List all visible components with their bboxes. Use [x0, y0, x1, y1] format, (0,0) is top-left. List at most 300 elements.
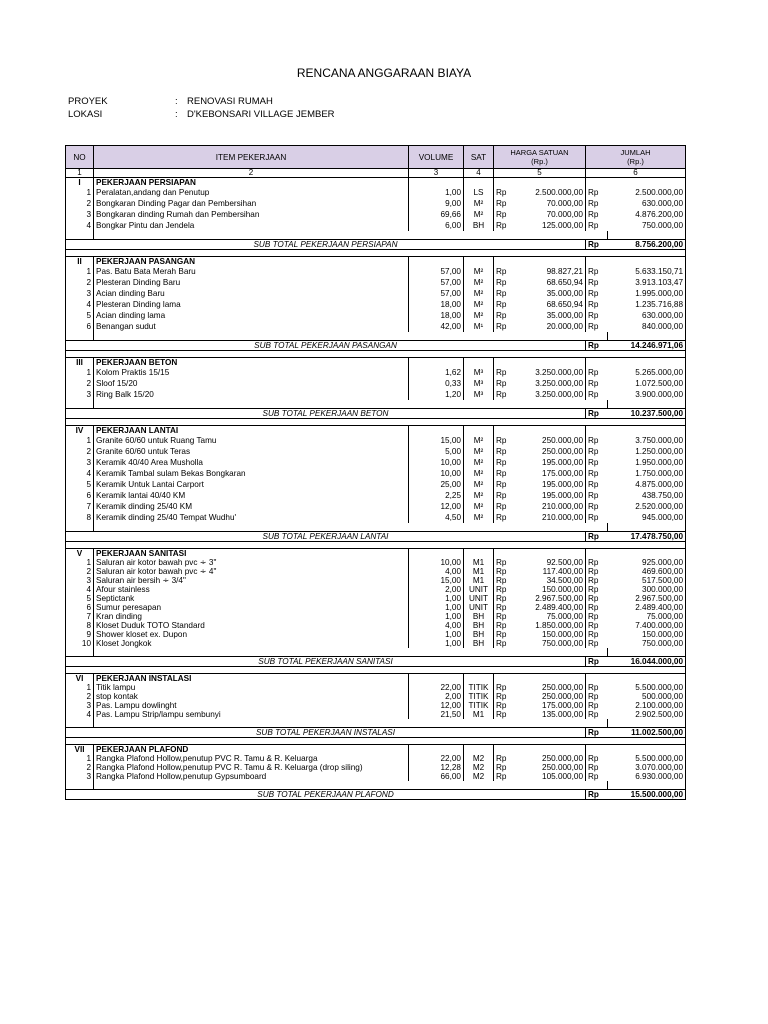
price-currency: Rp: [496, 772, 507, 781]
empty-cell: [94, 719, 409, 728]
empty-cell: [586, 523, 608, 532]
price-currency: Rp: [496, 368, 507, 377]
empty-cell: [66, 719, 94, 728]
price-currency: Rp: [496, 447, 507, 456]
item-total: 5.633.150,71: [608, 266, 686, 277]
item-unit: M2: [464, 772, 494, 781]
table-row: [66, 683, 686, 692]
empty-cell: [409, 719, 464, 728]
table-row: [66, 288, 686, 299]
total-currency: Rp: [588, 210, 599, 219]
table-row: [66, 701, 686, 710]
item-volume: 2,00: [409, 692, 464, 701]
item-unit: M²: [464, 468, 494, 479]
empty-cell: [608, 178, 686, 188]
spacer-row: [66, 400, 686, 409]
section-title: PEKERJAAN SANITASI: [94, 549, 409, 559]
empty-cell: [66, 738, 686, 745]
item-number: 2: [66, 198, 94, 209]
total-currency: Rp: [588, 710, 599, 719]
price-currency: Rp: [496, 576, 507, 585]
price-currency: Rp: [496, 754, 507, 763]
item-number: 1: [66, 683, 94, 692]
empty-cell: [608, 231, 686, 240]
empty-cell: [409, 781, 464, 790]
subtotal-row: [66, 790, 686, 800]
item-volume: 12,28: [409, 763, 464, 772]
gap-row: [66, 667, 686, 674]
item-unit-price: 210.000,00: [516, 512, 586, 523]
item-unit-price: 3.250.000,00: [516, 378, 586, 389]
item-total: 469.600,00: [608, 567, 686, 576]
empty-cell: [464, 781, 494, 790]
total-currency: Rp: [588, 763, 599, 772]
empty-cell: [409, 332, 464, 341]
subtotal-currency: Rp: [586, 240, 608, 250]
item-volume: 10,00: [409, 468, 464, 479]
empty-cell: [586, 358, 608, 368]
price-currency: Rp: [496, 612, 507, 621]
empty-cell: [409, 257, 464, 267]
total-currency: Rp: [588, 567, 599, 576]
empty-cell: [66, 542, 686, 549]
price-currency: Rp: [496, 763, 507, 772]
spacer-row: [66, 332, 686, 341]
empty-cell: [608, 257, 686, 267]
item-name: Keramik dinding 25/40 Tempat Wudhu': [94, 512, 409, 523]
item-unit-price: 210.000,00: [516, 501, 586, 512]
subtotal-amount: 15.500.000,00: [608, 790, 686, 800]
item-volume: 15,00: [409, 576, 464, 585]
item-name: Sumur peresapan: [94, 603, 409, 612]
empty-cell: [586, 549, 608, 559]
empty-cell: [494, 426, 516, 436]
price-currency: Rp: [496, 311, 507, 320]
item-unit: BH: [464, 220, 494, 231]
spacer-row: [66, 231, 686, 240]
item-total: 945.000,00: [608, 512, 686, 523]
empty-cell: [494, 719, 516, 728]
item-volume: 1,00: [409, 187, 464, 198]
empty-cell: [586, 332, 608, 341]
item-number: 9: [66, 630, 94, 639]
item-volume: 18,00: [409, 299, 464, 310]
gap-row: [66, 351, 686, 358]
empty-cell: [516, 231, 586, 240]
subtotal-amount: 10.237.500,00: [608, 409, 686, 419]
item-unit-price: 3.250.000,00: [516, 389, 586, 400]
column-index-row: [66, 169, 686, 178]
empty-cell: [94, 231, 409, 240]
subtotal-amount: 11.002.500,00: [608, 728, 686, 738]
item-number: 3: [66, 701, 94, 710]
empty-cell: [586, 178, 608, 188]
table-row: [66, 277, 686, 288]
subtotal-amount: 16.044.000,00: [608, 657, 686, 667]
item-number: 5: [66, 479, 94, 490]
item-volume: 1,00: [409, 594, 464, 603]
item-total: 750.000,00: [608, 639, 686, 648]
empty-cell: [494, 358, 516, 368]
spacer-row: [66, 523, 686, 532]
item-unit-price: 70.000,00: [516, 198, 586, 209]
location-label: LOKASI: [68, 109, 103, 120]
item-number: 4: [66, 585, 94, 594]
item-total: 2.520.000,00: [608, 501, 686, 512]
total-currency: Rp: [588, 639, 599, 648]
item-total: 5.265.000,00: [608, 367, 686, 378]
item-total: 2.902.500,00: [608, 710, 686, 719]
item-number: 3: [66, 288, 94, 299]
item-unit: M²: [464, 310, 494, 321]
item-total: 2.100.000,00: [608, 701, 686, 710]
empty-cell: [464, 358, 494, 368]
empty-cell: [409, 358, 464, 368]
table-row: [66, 299, 686, 310]
total-currency: Rp: [588, 576, 599, 585]
total-currency: Rp: [588, 447, 599, 456]
empty-cell: [464, 332, 494, 341]
empty-cell: [409, 400, 464, 409]
item-unit: M³: [464, 389, 494, 400]
item-unit: M²: [464, 446, 494, 457]
table-row: [66, 763, 686, 772]
item-unit: TITIK: [464, 683, 494, 692]
item-name: Saluran air kotor bawah pvc ∻ 3": [94, 558, 409, 567]
empty-cell: [464, 674, 494, 684]
empty-cell: [464, 257, 494, 267]
table-header: [66, 146, 686, 169]
col-volume: VOLUME: [409, 146, 464, 169]
empty-cell: [66, 351, 686, 358]
empty-cell: [409, 523, 464, 532]
item-volume: 6,00: [409, 220, 464, 231]
section-header: [66, 426, 686, 436]
item-unit: M2: [464, 763, 494, 772]
item-name: Acian dinding Baru: [94, 288, 409, 299]
empty-cell: [608, 400, 686, 409]
empty-cell: [608, 332, 686, 341]
empty-cell: [464, 719, 494, 728]
item-volume: 4,50: [409, 512, 464, 523]
col-harga-label: HARGA SATUAN: [510, 148, 569, 157]
item-volume: 1,00: [409, 630, 464, 639]
item-unit-price: 2.489.400,00: [516, 603, 586, 612]
price-currency: Rp: [496, 322, 507, 331]
item-number: 10: [66, 639, 94, 648]
col-index: 6: [586, 169, 686, 178]
spacer-row: [66, 781, 686, 790]
price-currency: Rp: [496, 567, 507, 576]
item-volume: 25,00: [409, 479, 464, 490]
item-unit-price: 175.000,00: [516, 468, 586, 479]
empty-cell: [608, 745, 686, 755]
spacer-row: [66, 719, 686, 728]
item-volume: 12,00: [409, 701, 464, 710]
item-number: 2: [66, 277, 94, 288]
project-label: PROYEK: [68, 96, 108, 107]
col-index: 4: [464, 169, 494, 178]
item-total: 438.750,00: [608, 490, 686, 501]
item-number: 5: [66, 594, 94, 603]
item-volume: 1,20: [409, 389, 464, 400]
subtotal-row: [66, 409, 686, 419]
spacer-row: [66, 648, 686, 657]
price-currency: Rp: [496, 594, 507, 603]
item-name: Titik lampu: [94, 683, 409, 692]
item-name: Kran dinding: [94, 612, 409, 621]
item-number: 7: [66, 501, 94, 512]
item-volume: 5,00: [409, 446, 464, 457]
empty-cell: [494, 523, 516, 532]
col-harga-unit: (Rp.): [531, 157, 548, 166]
total-currency: Rp: [588, 458, 599, 467]
price-currency: Rp: [496, 210, 507, 219]
item-unit: M²: [464, 479, 494, 490]
item-total: 4.875.000,00: [608, 479, 686, 490]
empty-cell: [586, 400, 608, 409]
total-currency: Rp: [588, 436, 599, 445]
table-row: [66, 389, 686, 400]
item-name: Acian dinding lama: [94, 310, 409, 321]
subtotal-label: SUB TOTAL PEKERJAAN PASANGAN: [66, 341, 586, 351]
item-unit-price: 98.827,21: [516, 266, 586, 277]
empty-cell: [516, 781, 586, 790]
item-unit: M²: [464, 198, 494, 209]
item-unit: M²: [464, 209, 494, 220]
item-total: 5.500.000,00: [608, 683, 686, 692]
price-currency: Rp: [496, 630, 507, 639]
item-number: 1: [66, 187, 94, 198]
item-unit: M²: [464, 299, 494, 310]
item-unit: UNIT: [464, 585, 494, 594]
empty-cell: [66, 523, 94, 532]
price-currency: Rp: [496, 289, 507, 298]
item-unit: UNIT: [464, 594, 494, 603]
price-currency: Rp: [496, 683, 507, 692]
item-unit-price: 2.967.500,00: [516, 594, 586, 603]
item-name: Kolom Praktis 15/15: [94, 367, 409, 378]
item-volume: 22,00: [409, 754, 464, 763]
empty-cell: [516, 745, 586, 755]
item-number: 8: [66, 621, 94, 630]
item-volume: 2,00: [409, 585, 464, 594]
price-currency: Rp: [496, 513, 507, 522]
item-total: 3.900.000,00: [608, 389, 686, 400]
item-unit-price: 175.000,00: [516, 701, 586, 710]
empty-cell: [494, 231, 516, 240]
empty-cell: [464, 549, 494, 559]
empty-cell: [586, 231, 608, 240]
subtotal-currency: Rp: [586, 657, 608, 667]
empty-cell: [94, 332, 409, 341]
section-number: III: [66, 358, 94, 368]
item-name: Bongkar Pintu dan Jendela: [94, 220, 409, 231]
item-unit-price: 195.000,00: [516, 457, 586, 468]
table-row: [66, 490, 686, 501]
total-currency: Rp: [588, 594, 599, 603]
item-name: Keramik lantai 40/40 KM: [94, 490, 409, 501]
total-currency: Rp: [588, 199, 599, 208]
total-currency: Rp: [588, 491, 599, 500]
table-row: [66, 594, 686, 603]
total-currency: Rp: [588, 390, 599, 399]
section-header: [66, 745, 686, 755]
item-unit: M²: [464, 435, 494, 446]
item-total: 6.930.000,00: [608, 772, 686, 781]
empty-cell: [516, 178, 586, 188]
empty-cell: [409, 648, 464, 657]
item-number: 3: [66, 389, 94, 400]
empty-cell: [586, 426, 608, 436]
subtotal-row: [66, 728, 686, 738]
table-row: [66, 457, 686, 468]
item-total: 630.000,00: [608, 198, 686, 209]
subtotal-currency: Rp: [586, 341, 608, 351]
table-row: [66, 576, 686, 585]
item-number: 8: [66, 512, 94, 523]
price-currency: Rp: [496, 692, 507, 701]
project-value: RENOVASI RUMAH: [187, 96, 273, 107]
empty-cell: [66, 250, 686, 257]
table-row: [66, 220, 686, 231]
total-currency: Rp: [588, 754, 599, 763]
section-title: PEKERJAAN PERSIAPAN: [94, 178, 409, 188]
item-total: 1.250.000,00: [608, 446, 686, 457]
table-row: [66, 501, 686, 512]
table-row: [66, 367, 686, 378]
empty-cell: [586, 257, 608, 267]
empty-cell: [494, 178, 516, 188]
item-unit-price: 1.850.000,00: [516, 621, 586, 630]
item-number: 3: [66, 457, 94, 468]
item-unit: M²: [464, 457, 494, 468]
item-number: 2: [66, 567, 94, 576]
item-name: Saluran air kotor bawah pvc ∻ 4": [94, 567, 409, 576]
total-currency: Rp: [588, 630, 599, 639]
price-currency: Rp: [496, 390, 507, 399]
col-jumlah-unit: (Rp.): [627, 157, 644, 166]
empty-cell: [494, 400, 516, 409]
empty-cell: [494, 549, 516, 559]
item-volume: 10,00: [409, 457, 464, 468]
subtotal-currency: Rp: [586, 728, 608, 738]
subtotal-label: SUB TOTAL PEKERJAAN PERSIAPAN: [66, 240, 586, 250]
item-unit-price: 70.000,00: [516, 209, 586, 220]
item-unit-price: 195.000,00: [516, 490, 586, 501]
item-unit-price: 3.250.000,00: [516, 367, 586, 378]
item-total: 500.000,00: [608, 692, 686, 701]
item-name: Benangan sudut: [94, 321, 409, 332]
col-index: 5: [494, 169, 586, 178]
empty-cell: [608, 648, 686, 657]
section-title: PEKERJAAN PLAFOND: [94, 745, 409, 755]
total-currency: Rp: [588, 267, 599, 276]
subtotal-row: [66, 240, 686, 250]
empty-cell: [516, 523, 586, 532]
item-name: Plesteran Dinding lama: [94, 299, 409, 310]
item-unit-price: 250.000,00: [516, 435, 586, 446]
item-total: 2.500.000,00: [608, 187, 686, 198]
section-number: V: [66, 549, 94, 559]
item-total: 630.000,00: [608, 310, 686, 321]
empty-cell: [608, 549, 686, 559]
empty-cell: [464, 231, 494, 240]
item-number: 6: [66, 490, 94, 501]
item-name: Bongkaran Dinding Pagar dan Pembersihan: [94, 198, 409, 209]
item-unit: LS: [464, 187, 494, 198]
item-unit: UNIT: [464, 603, 494, 612]
table-row: [66, 585, 686, 594]
section-title: PEKERJAAN INSTALASI: [94, 674, 409, 684]
empty-cell: [516, 648, 586, 657]
item-unit: TITIK: [464, 701, 494, 710]
section-title: PEKERJAAN PASANGAN: [94, 257, 409, 267]
item-total: 2.489.400,00: [608, 603, 686, 612]
item-name: Granite 60/60 untuk Ruang Tamu: [94, 435, 409, 446]
subtotal-amount: 14.246.971,06: [608, 341, 686, 351]
empty-cell: [516, 426, 586, 436]
total-currency: Rp: [588, 322, 599, 331]
price-currency: Rp: [496, 710, 507, 719]
item-name: Plesteran Dinding Baru: [94, 277, 409, 288]
empty-cell: [94, 648, 409, 657]
total-currency: Rp: [588, 502, 599, 511]
item-volume: 1,00: [409, 612, 464, 621]
table-row: [66, 479, 686, 490]
item-name: Saluran air bersih ∻ 3/4": [94, 576, 409, 585]
price-currency: Rp: [496, 221, 507, 230]
item-unit-price: 35.000,00: [516, 288, 586, 299]
price-currency: Rp: [496, 267, 507, 276]
item-total: 1.950.000,00: [608, 457, 686, 468]
item-name: Septictank: [94, 594, 409, 603]
item-name: Rangka Plafond Hollow,penutup Gypsumboard: [94, 772, 409, 781]
item-total: 1.072.500,00: [608, 378, 686, 389]
total-currency: Rp: [588, 558, 599, 567]
item-unit: M²: [464, 512, 494, 523]
gap-row: [66, 738, 686, 745]
total-currency: Rp: [588, 513, 599, 522]
item-unit-price: 250.000,00: [516, 683, 586, 692]
total-currency: Rp: [588, 480, 599, 489]
price-currency: Rp: [496, 558, 507, 567]
location-value: D'KEBONSARI VILLAGE JEMBER: [187, 109, 335, 120]
empty-cell: [608, 674, 686, 684]
item-total: 300.000,00: [608, 585, 686, 594]
item-unit-price: 68.650,94: [516, 277, 586, 288]
item-volume: 10,00: [409, 558, 464, 567]
item-unit: M³: [464, 367, 494, 378]
project-sep: :: [175, 96, 178, 107]
empty-cell: [409, 178, 464, 188]
table-row: [66, 446, 686, 457]
price-currency: Rp: [496, 603, 507, 612]
empty-cell: [464, 648, 494, 657]
item-volume: 66,00: [409, 772, 464, 781]
total-currency: Rp: [588, 379, 599, 388]
item-unit: BH: [464, 639, 494, 648]
item-total: 4.876.200,00: [608, 209, 686, 220]
empty-cell: [608, 426, 686, 436]
price-currency: Rp: [496, 621, 507, 630]
section-header: [66, 257, 686, 267]
item-unit-price: 125.000,00: [516, 220, 586, 231]
empty-cell: [516, 549, 586, 559]
subtotal-label: SUB TOTAL PEKERJAAN INSTALASI: [66, 728, 586, 738]
section-number: VI: [66, 674, 94, 684]
price-currency: Rp: [496, 469, 507, 478]
